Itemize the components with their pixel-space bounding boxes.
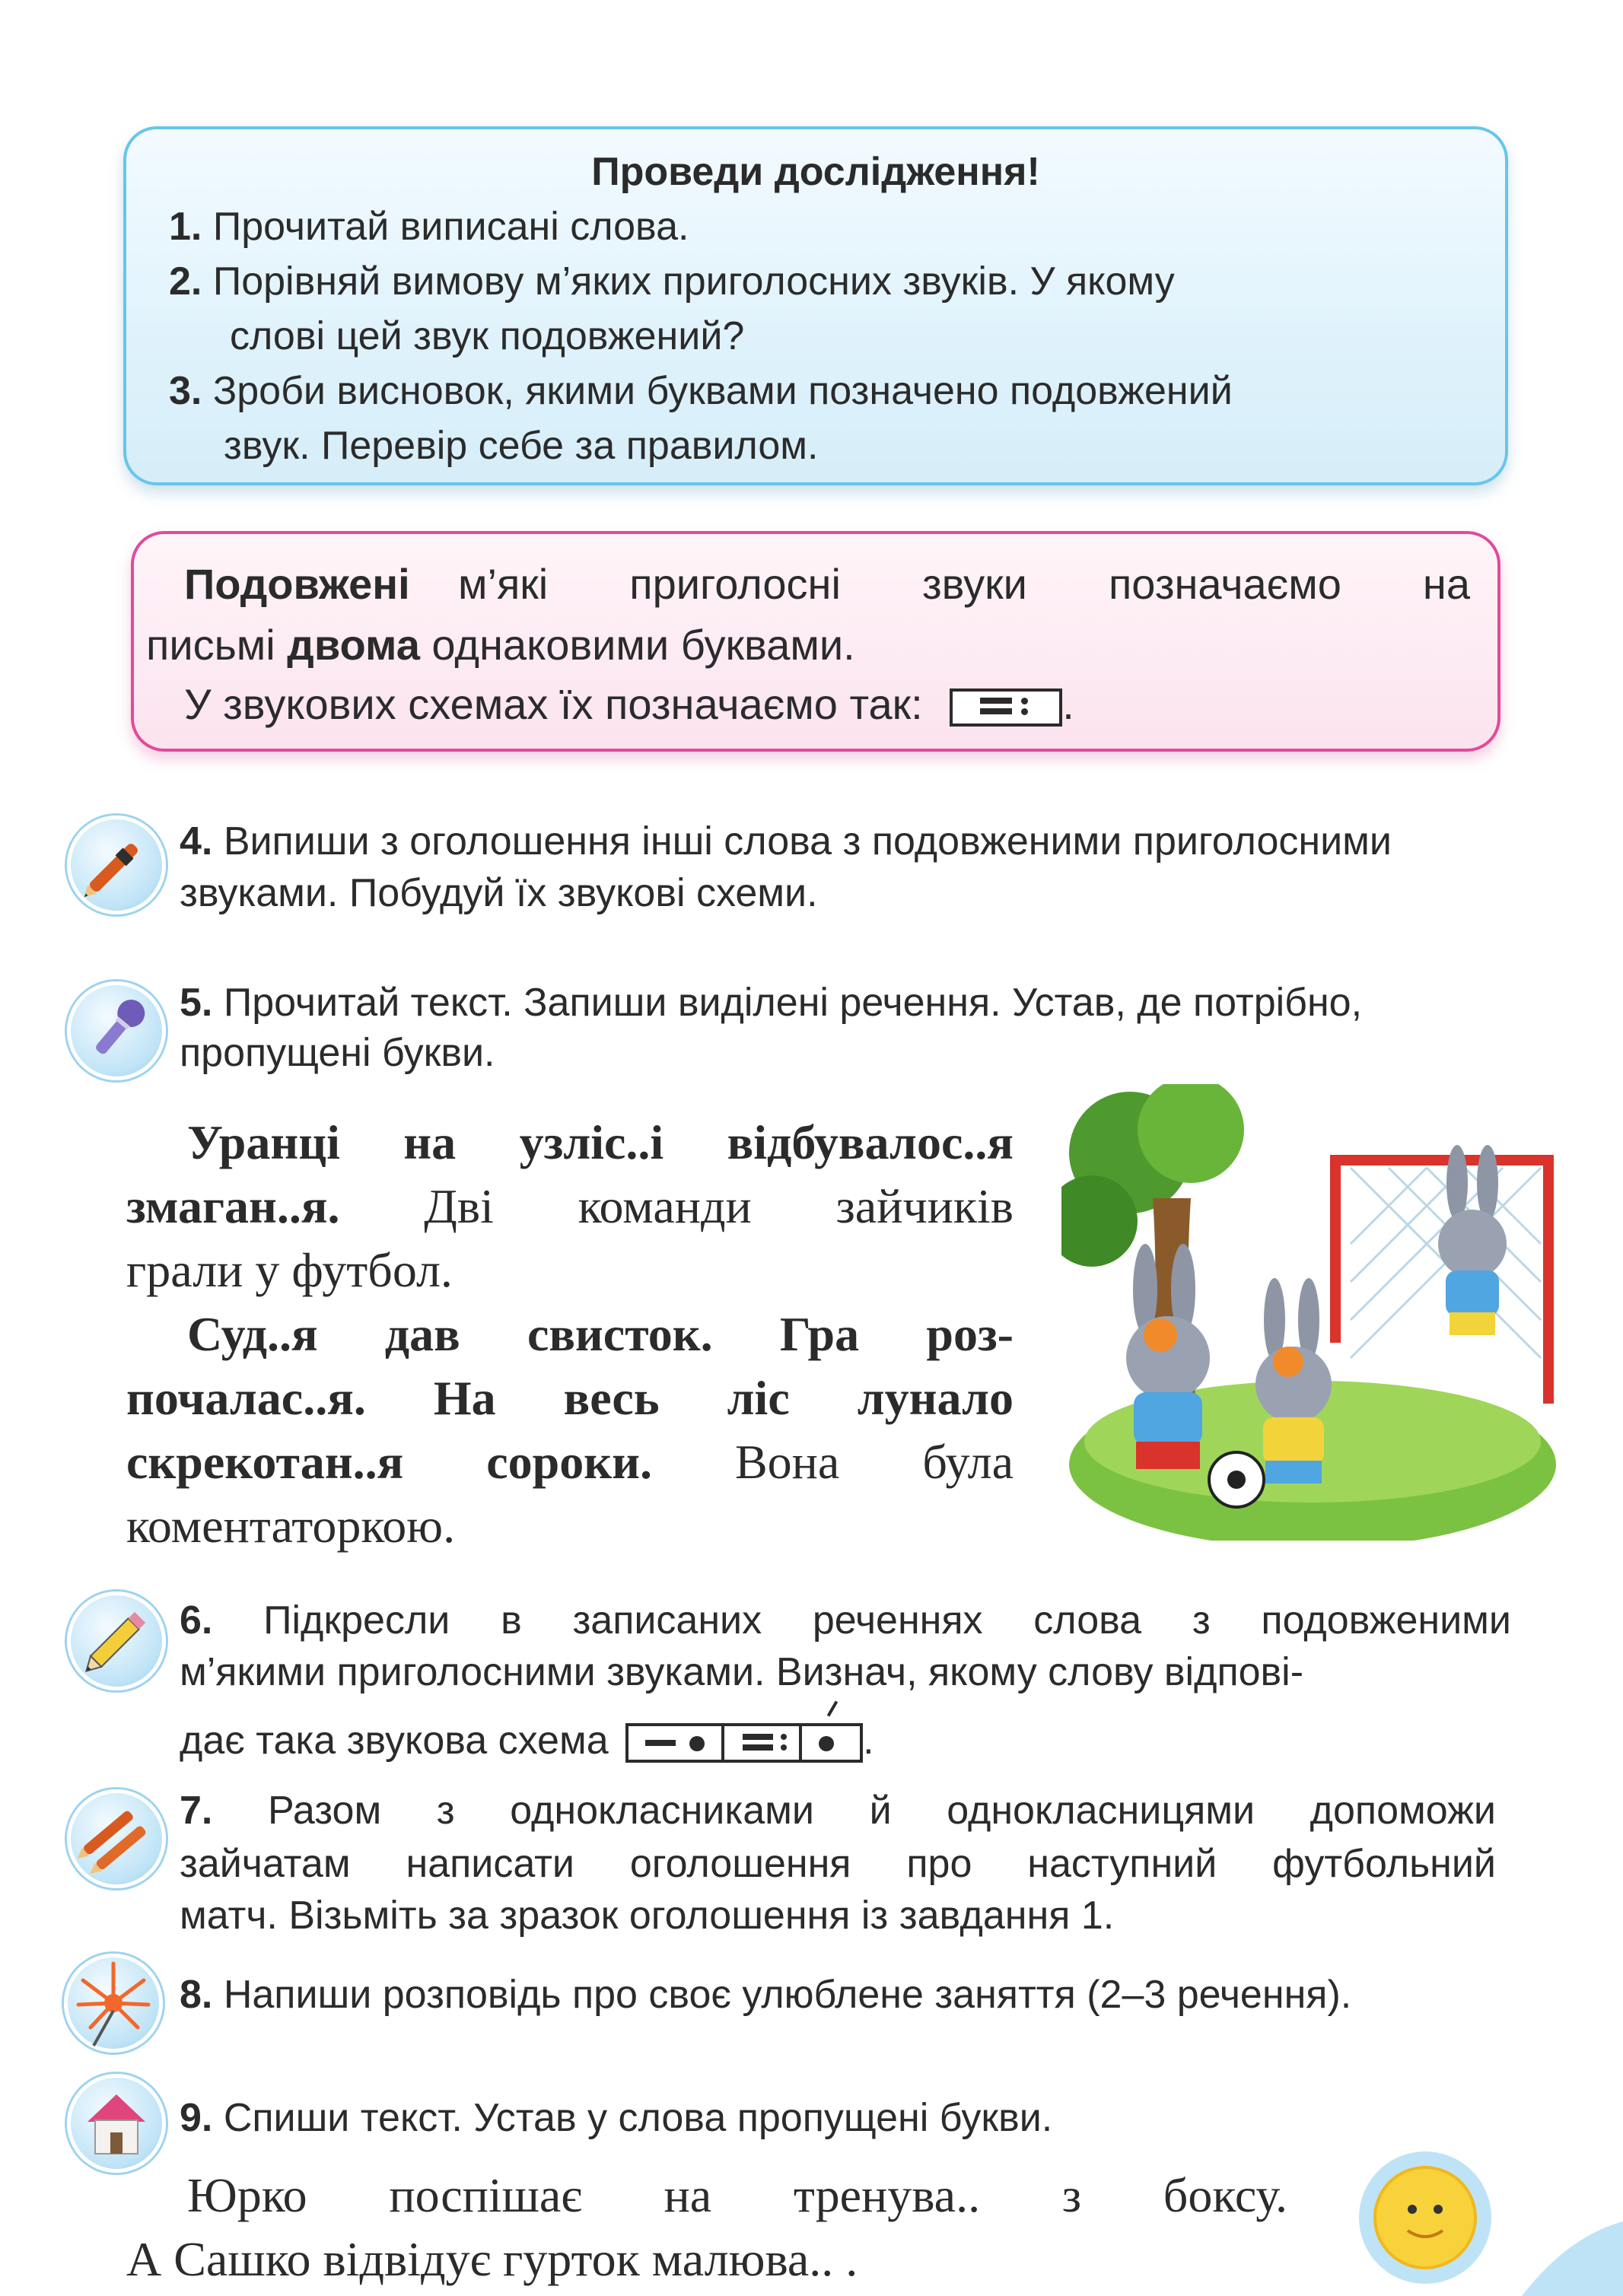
story-line-5: почалас..я. На весь ліс лунало <box>126 1371 1014 1425</box>
story-line-1: Уранці на узліс..і відбувалос..я <box>187 1115 1014 1169</box>
exercise-7-line-1: 7. Разом з однокласниками й однокласницями допоможи <box>180 1789 1496 1833</box>
item-number: 1. <box>169 205 202 249</box>
research-title: Проведи дослідження! <box>591 150 1040 194</box>
exercise-8-line-1: 8. Напиши розповідь про своє улюблене заняття (2–3 речення). <box>180 1973 1352 2017</box>
rule-line-2: письмі двома однаковими буквами. <box>146 621 855 669</box>
exercise-5-line-1: 5. Прочитай текст. Запиши виділені речення. Устав, де потрібно, <box>180 981 1363 1025</box>
exercise-7-line-3: матч. Візьміть за зразок оголошення із завдання 1. <box>180 1894 1115 1938</box>
microphone-icon <box>67 981 166 1080</box>
rule-line-1 <box>184 560 1470 608</box>
exercise-7-line-2: зайчатам написати оголошення про наступний футбольний <box>180 1842 1496 1886</box>
research-item-2 <box>169 259 1175 304</box>
sound-scheme-long-soft <box>950 688 1062 727</box>
item-number: 3. <box>169 369 202 413</box>
research-item-3 <box>169 371 1233 411</box>
exercise-6-line-3: дає така звукова схема . <box>180 1721 874 1763</box>
research-item-1 <box>169 205 689 249</box>
house-icon <box>67 2074 166 2173</box>
story-line-7: коментаторкою. <box>126 1499 456 1553</box>
exercise-4-line-2: звуками. Побудуй їх звукові схеми. <box>180 871 818 915</box>
rule-line-3: У звукових схемах їх позначаємо так: . <box>184 680 1074 728</box>
exercise-9-text-line-1: Юрко поспішає на тренува.. з боксу. <box>187 2168 1287 2222</box>
item-text: Порівняй вимову м’яких приголосних звуків. У якому <box>212 259 1175 304</box>
story-line-4: Суд..я дав свисток. Гра роз- <box>187 1307 1014 1361</box>
exercise-5-line-2: пропущені букви. <box>180 1031 495 1075</box>
exercise-6-line-2: м’якими приголосними звуками. Визнач, якому слову відпові- <box>180 1650 1304 1694</box>
story-line-2: змаган..я. Дві команди зайчиків <box>126 1179 1014 1233</box>
exercise-9-text-line-2: А Сашко відвідує гурток малюва.. . <box>126 2232 858 2286</box>
item-text: Прочитай виписані слова. <box>212 205 689 249</box>
story-line-3: грали у футбол. <box>126 1243 453 1297</box>
exercise-9-line-1: 9. Спиши текст. Устав у слова пропущені букви. <box>180 2096 1053 2140</box>
sparkler-icon <box>64 1954 163 2053</box>
sound-scheme-task-6 <box>625 1723 863 1763</box>
item-number: 2. <box>169 259 202 304</box>
rule-bold-word: двома <box>287 621 420 669</box>
smiley-icon <box>1353 2145 1497 2290</box>
pen-icon <box>67 816 166 914</box>
item-text: Зроби висновок, якими буквами позначено подовжений <box>212 369 1233 413</box>
rule-bold-word: Подовжені <box>184 560 410 608</box>
pencil-icon <box>67 1592 166 1690</box>
research-item-3-cont: звук. Перевір себе за правилом. <box>224 424 819 468</box>
rule-text: м’які приголосні звуки позначаємо на <box>458 560 1470 608</box>
exercise-4-line-1: 4. Випиши з оголошення інші слова з подовженими приголосними <box>180 819 1392 863</box>
football-rabbits-illustration <box>1061 1084 1556 1541</box>
exercise-6-line-1: 6. Підкресли в записаних реченнях слова з подовженими <box>180 1598 1511 1642</box>
two-pens-icon <box>67 1789 166 1888</box>
corner-decoration <box>1522 2206 1623 2296</box>
research-item-2-cont: слові цей звук подовжений? <box>230 314 745 358</box>
story-line-6: скрекотан..я сороки. Вона була <box>126 1435 1014 1489</box>
